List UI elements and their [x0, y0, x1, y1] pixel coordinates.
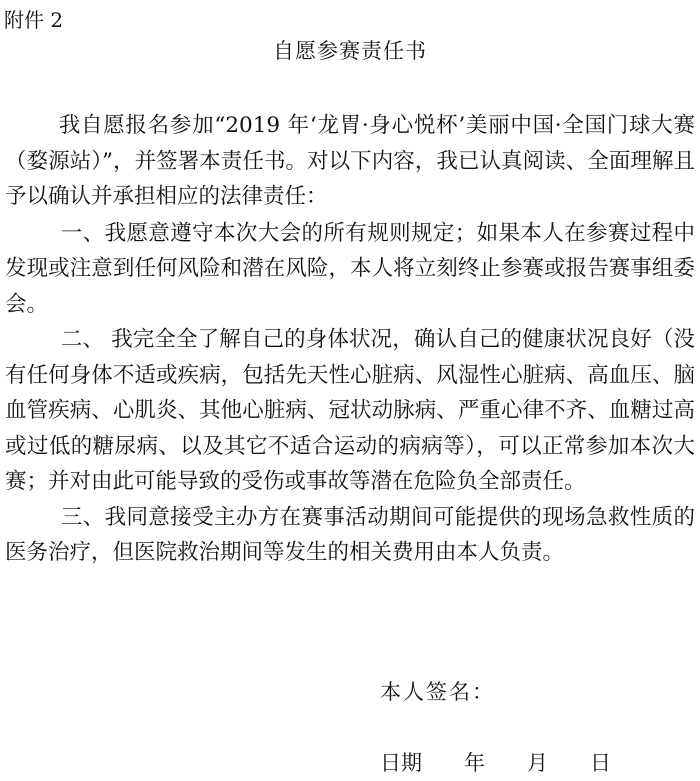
document-body	[5, 108, 695, 571]
day-label: 日	[590, 751, 611, 775]
date-label: 日期	[380, 751, 422, 775]
year-label: 年	[464, 751, 485, 775]
signature-label: 本人签名：	[380, 680, 495, 704]
attachment-label: 附件 2	[4, 8, 64, 32]
paragraph-clause-3: 三、我同意接受主办方在赛事活动期间可能提供的现场急救性质的医务治疗，但医院救治期间等发生的相关费用由本人负责。	[5, 504, 695, 565]
paragraph-clause-2: 二、 我完全全了解自己的身体状况，确认自己的健康状况良好（没有任何身体不适或疾病，包括先天性心脏病、风湿性心脏病、高血压、脑血管疾病、心肌炎、其他心脏病、冠状动脉病、严重心律不齐、血糖过高或过低的糖尿病、以及其它不适合运动的病病等），可以正常参加本次大赛；并对由此可能导致的受伤或事故等潜在危险负全部责任。	[5, 327, 695, 494]
month-label: 月	[527, 751, 548, 775]
date-line	[380, 748, 611, 778]
document-title: 自愿参赛责任书	[273, 39, 427, 63]
paragraph-intro: 我自愿报名参加“2019 年‘龙胃·身心悦杯’美丽中国·全国门球大赛（婺源站）”，并签署本责任书。对以下内容，我已认真阅读、全面理解且予以确认并承担相应的法律责任：	[5, 113, 695, 209]
paragraph-clause-1: 一、我愿意遵守本次大会的所有规则规定；如果本人在参赛过程中发现或注意到任何风险和潜在风险，本人将立刻终止参赛或报告赛事组委会。	[5, 220, 695, 317]
